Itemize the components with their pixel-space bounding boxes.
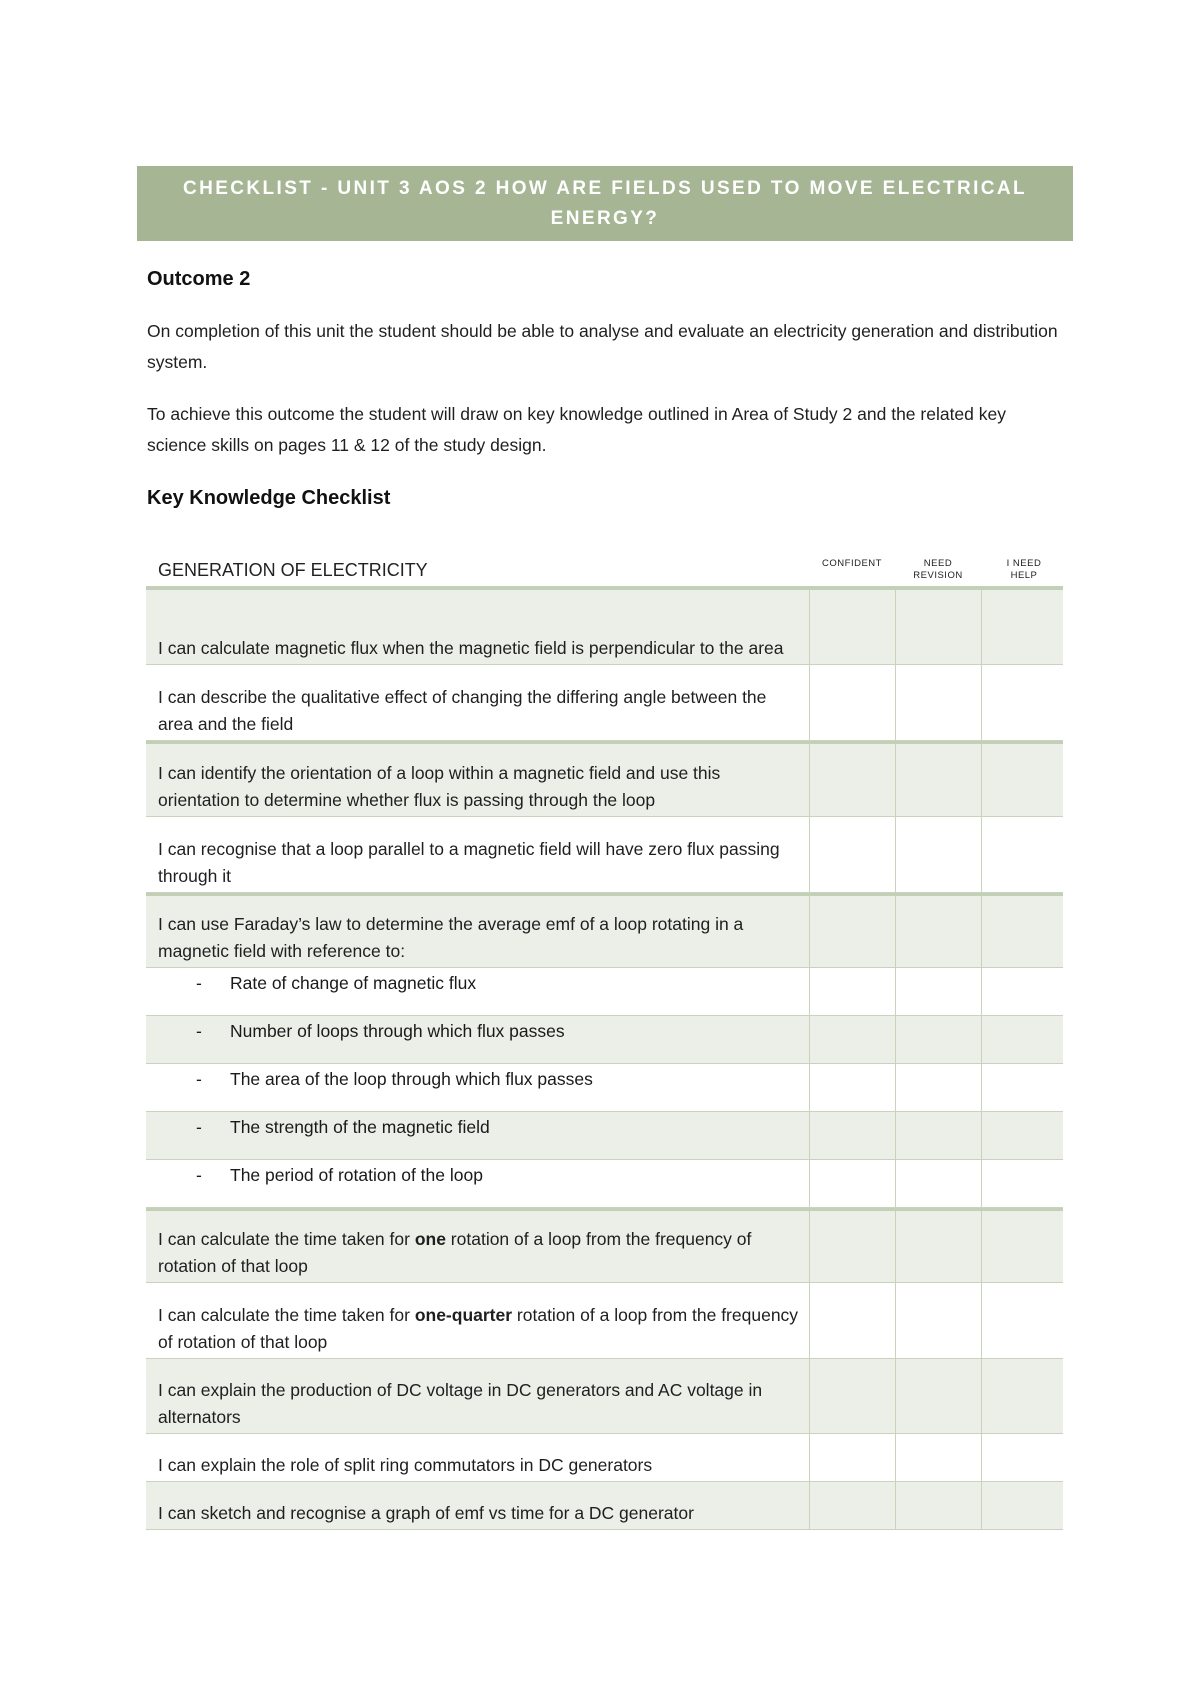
confident-checkbox-cell[interactable] xyxy=(809,665,895,740)
column-header-need-help-line-2: HELP xyxy=(1010,570,1038,581)
checklist-banner xyxy=(137,166,1073,241)
table-row xyxy=(146,1359,1063,1434)
need-help-checkbox-cell[interactable] xyxy=(981,896,1067,967)
need-revision-checkbox-cell[interactable] xyxy=(895,744,981,816)
confident-checkbox-cell[interactable] xyxy=(809,744,895,816)
outcome-paragraph-1: On completion of this unit the student should be able to analyse and evaluate an electricity generation and distribution system. xyxy=(147,321,1058,372)
row-text: I can recognise that a loop parallel to a magnetic field will have zero flux passing through it xyxy=(158,839,780,886)
row-text: I can describe the qualitative effect of changing the differing angle between the area and the field xyxy=(158,687,767,734)
confident-checkbox-cell[interactable] xyxy=(809,1482,895,1529)
bullet-dash: - xyxy=(196,1021,202,1041)
banner-title-line-1: CHECKLIST - UNIT 3 AOS 2 HOW ARE FIELDS USED TO MOVE ELECTRICAL xyxy=(182,178,1028,199)
table-row xyxy=(146,590,1063,665)
need-help-checkbox-cell[interactable] xyxy=(981,590,1067,664)
table-row xyxy=(146,1482,1063,1530)
need-help-checkbox-cell[interactable] xyxy=(981,1064,1067,1111)
need-help-checkbox-cell[interactable] xyxy=(981,1016,1067,1063)
table-header xyxy=(146,548,1063,590)
confident-checkbox-cell[interactable] xyxy=(809,1160,895,1207)
confident-checkbox-cell[interactable] xyxy=(809,1016,895,1063)
need-revision-checkbox-cell[interactable] xyxy=(895,1283,981,1358)
confident-checkbox-cell[interactable] xyxy=(809,817,895,892)
need-help-checkbox-cell[interactable] xyxy=(981,1112,1067,1159)
need-help-checkbox-cell[interactable] xyxy=(981,968,1067,1015)
row-text-bold: one-quarter xyxy=(414,1305,513,1325)
column-header-need-help xyxy=(981,558,1067,582)
row-text: I can identify the orientation of a loop within a magnetic field and use this orientation to determine whether flux is passing through the loop xyxy=(158,763,721,810)
bullet-dash: - xyxy=(196,973,202,993)
confident-checkbox-cell[interactable] xyxy=(809,1112,895,1159)
column-header-need-revision xyxy=(895,558,981,582)
need-revision-checkbox-cell[interactable] xyxy=(895,1482,981,1529)
banner-title-line-2: ENERGY? xyxy=(550,208,660,229)
table-row xyxy=(146,1283,1063,1359)
row-text-bold: one xyxy=(414,1229,446,1249)
table-row xyxy=(146,1208,1063,1283)
confident-checkbox-cell[interactable] xyxy=(809,1283,895,1358)
row-text: I can sketch and recognise a graph of emf vs time for a DC generator xyxy=(158,1503,694,1523)
need-help-checkbox-cell[interactable] xyxy=(981,1359,1067,1433)
need-revision-checkbox-cell[interactable] xyxy=(895,1359,981,1433)
checklist-table xyxy=(146,590,1063,1530)
need-revision-checkbox-cell[interactable] xyxy=(895,1016,981,1063)
table-row xyxy=(146,893,1063,968)
need-help-checkbox-cell[interactable] xyxy=(981,1482,1067,1529)
row-text-post: rotation of a loop from the frequency of rotation of that loop xyxy=(158,1305,799,1352)
row-text: The strength of the magnetic field xyxy=(230,1117,490,1137)
bullet-dash: - xyxy=(196,1117,202,1137)
table-row xyxy=(146,968,1063,1016)
column-header-need-help-line-1: I NEED xyxy=(1006,558,1042,569)
need-help-checkbox-cell[interactable] xyxy=(981,1283,1067,1358)
column-header-confident-label: CONFIDENT xyxy=(822,558,882,569)
need-revision-checkbox-cell[interactable] xyxy=(895,1160,981,1207)
table-title: GENERATION OF ELECTRICITY xyxy=(158,560,428,580)
confident-checkbox-cell[interactable] xyxy=(809,1434,895,1481)
table-row xyxy=(146,1160,1063,1208)
confident-checkbox-cell[interactable] xyxy=(809,896,895,967)
table-row xyxy=(146,665,1063,741)
need-revision-checkbox-cell[interactable] xyxy=(895,590,981,664)
row-text: I can use Faraday’s law to determine the average emf of a loop rotating in a magnetic field with reference to: xyxy=(158,914,744,961)
column-header-need-revision-line-2: REVISION xyxy=(913,570,963,581)
table-row xyxy=(146,1112,1063,1160)
row-text: I can explain the role of split ring commutators in DC generators xyxy=(158,1455,653,1475)
confident-checkbox-cell[interactable] xyxy=(809,1359,895,1433)
need-revision-checkbox-cell[interactable] xyxy=(895,896,981,967)
column-header-need-revision-line-1: NEED xyxy=(923,558,953,569)
confident-checkbox-cell[interactable] xyxy=(809,968,895,1015)
row-text-post: rotation of a loop from the frequency of rotation of that loop xyxy=(158,1229,752,1276)
need-revision-checkbox-cell[interactable] xyxy=(895,1434,981,1481)
table-row xyxy=(146,1434,1063,1482)
table-row xyxy=(146,817,1063,893)
confident-checkbox-cell[interactable] xyxy=(809,1064,895,1111)
column-header-confident xyxy=(809,558,895,570)
table-row xyxy=(146,1016,1063,1064)
confident-checkbox-cell[interactable] xyxy=(809,1211,895,1282)
row-text-pre: I can calculate the time taken for xyxy=(158,1229,415,1249)
row-text: The period of rotation of the loop xyxy=(230,1165,483,1185)
table-row xyxy=(146,741,1063,817)
bullet-dash: - xyxy=(196,1165,202,1185)
need-help-checkbox-cell[interactable] xyxy=(981,1211,1067,1282)
need-help-checkbox-cell[interactable] xyxy=(981,817,1067,892)
need-help-checkbox-cell[interactable] xyxy=(981,1434,1067,1481)
row-text xyxy=(158,1226,803,1280)
confident-checkbox-cell[interactable] xyxy=(809,590,895,664)
row-text: I can explain the production of DC voltage in DC generators and AC voltage in alternators xyxy=(158,1380,763,1427)
row-text: Rate of change of magnetic flux xyxy=(230,973,477,993)
row-text: Number of loops through which flux passes xyxy=(230,1021,565,1041)
row-text: I can calculate magnetic flux when the magnetic field is perpendicular to the area xyxy=(158,638,784,658)
table-row xyxy=(146,1064,1063,1112)
need-revision-checkbox-cell[interactable] xyxy=(895,665,981,740)
row-text: The area of the loop through which flux passes xyxy=(230,1069,593,1089)
need-revision-checkbox-cell[interactable] xyxy=(895,817,981,892)
need-revision-checkbox-cell[interactable] xyxy=(895,1112,981,1159)
outcome-heading: Outcome 2 xyxy=(147,268,251,290)
need-help-checkbox-cell[interactable] xyxy=(981,744,1067,816)
need-revision-checkbox-cell[interactable] xyxy=(895,1064,981,1111)
need-revision-checkbox-cell[interactable] xyxy=(895,1211,981,1282)
row-text xyxy=(158,1302,803,1356)
bullet-dash: - xyxy=(196,1069,202,1089)
need-help-checkbox-cell[interactable] xyxy=(981,665,1067,740)
checklist-heading: Key Knowledge Checklist xyxy=(147,487,391,509)
row-text-pre: I can calculate the time taken for xyxy=(158,1305,415,1325)
need-revision-checkbox-cell[interactable] xyxy=(895,968,981,1015)
outcome-paragraph-2: To achieve this outcome the student will draw on key knowledge outlined in Area of Study 2 and the related key science skills on pages 11 & 12 of the study design. xyxy=(147,404,1006,455)
need-help-checkbox-cell[interactable] xyxy=(981,1160,1067,1207)
